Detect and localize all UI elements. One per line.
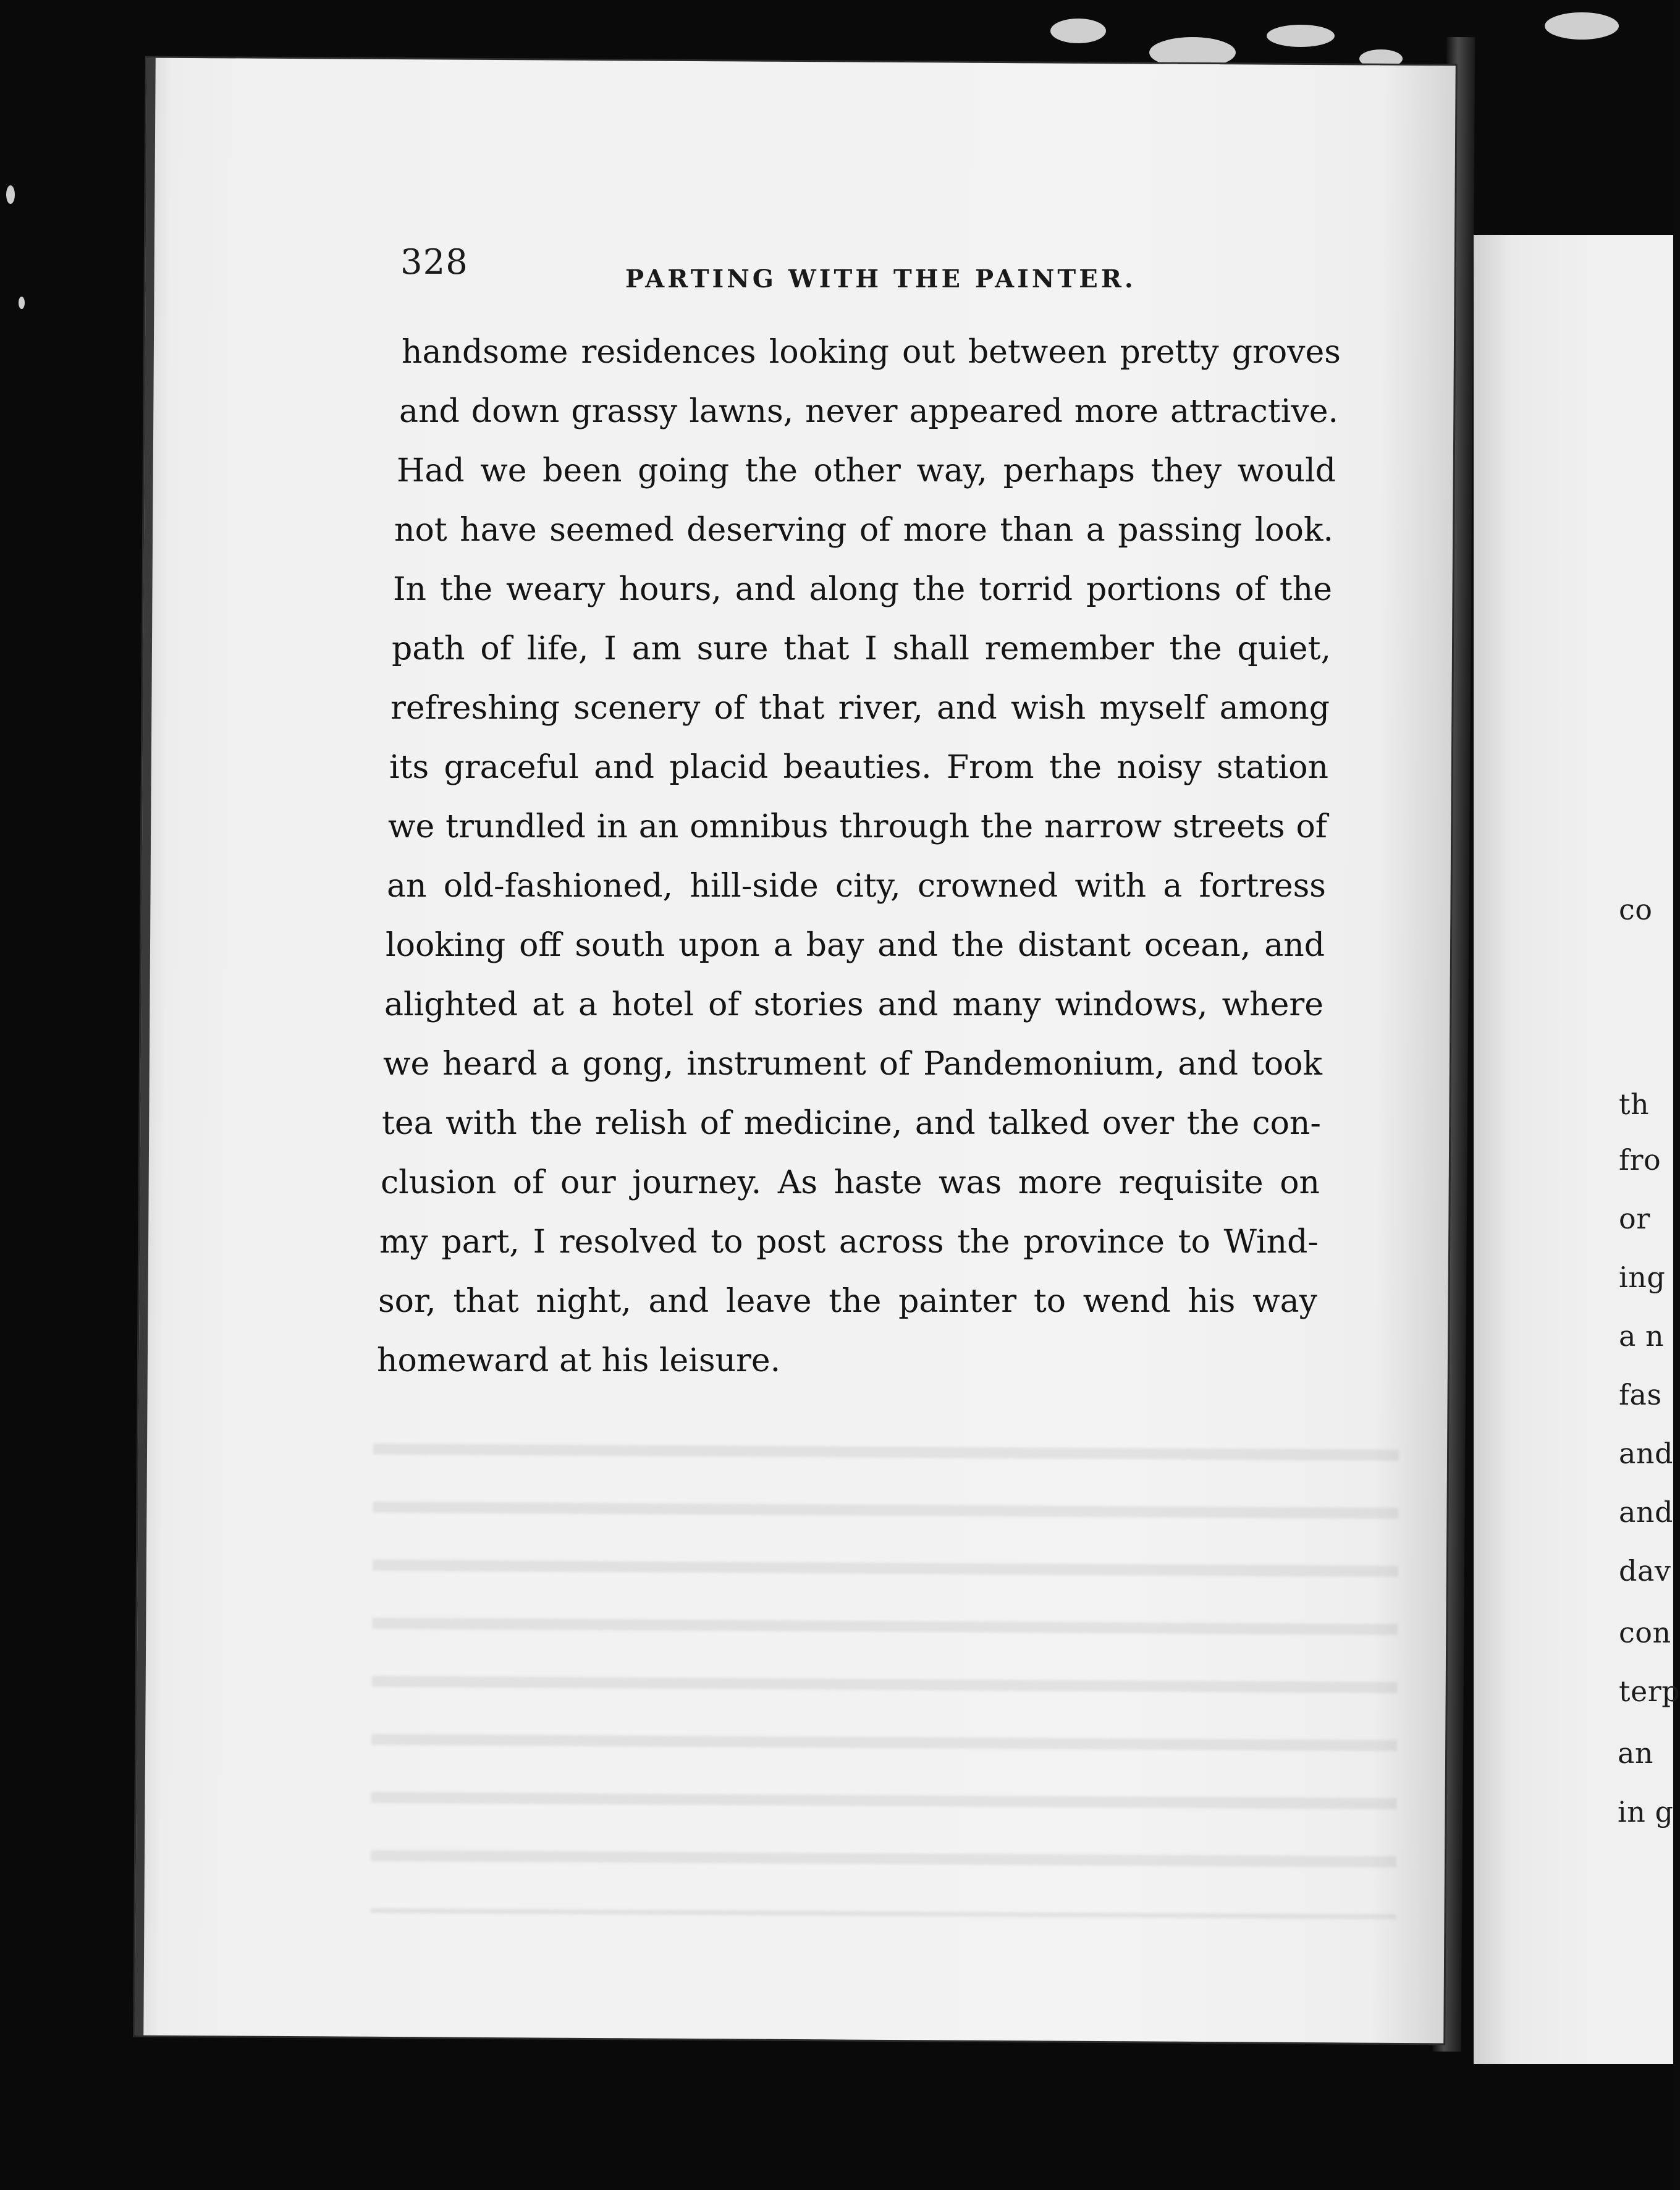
text-line: Had we been going the other way, perhaps they would (397, 452, 1336, 489)
text-line: an old-fashioned, hill-side city, crowned with a fortress (387, 868, 1326, 905)
facing-fragment: terp (1619, 1675, 1680, 1708)
text-line: not have seemed deserving of more than a passing look. (394, 512, 1333, 549)
text-line: we trundled in an omnibus through the narrow streets of (388, 808, 1327, 845)
text-line: and down grassy lawns, never appeared more attractive. (399, 393, 1338, 430)
scan-speckle (1545, 12, 1619, 40)
facing-fragment: th (1619, 1088, 1650, 1121)
facing-fragment: co (1619, 893, 1653, 926)
scan-speckle (1149, 37, 1236, 68)
facing-fragment: an (1618, 1736, 1654, 1770)
text-line: looking off south upon a bay and the distant ocean, and (386, 927, 1325, 964)
facing-fragment: fro (1619, 1143, 1661, 1177)
facing-fragment: ing (1619, 1261, 1666, 1294)
facing-fragment: a n (1619, 1319, 1665, 1353)
text-line: refreshing scenery of that river, and wish myself among (390, 690, 1330, 727)
scan-speckle (1050, 19, 1106, 43)
facing-fragment: or (1619, 1202, 1650, 1235)
text-line: we heard a gong, instrument of Pandemonium, and took (383, 1046, 1322, 1083)
text-line: its graceful and placid beauties. From the noisy station (389, 749, 1328, 786)
page-number: 328 (400, 242, 468, 282)
facing-fragment: fas (1619, 1378, 1662, 1411)
text-line: clusion of our journey. As haste was more requisite on (381, 1164, 1320, 1201)
scan-speckle (6, 185, 15, 204)
facing-fragment: con (1619, 1616, 1671, 1649)
facing-fragment: in g (1618, 1795, 1674, 1829)
text-line: tea with the relish of medicine, and talked over the con- (382, 1105, 1321, 1142)
running-head: PARTING WITH THE PAINTER. (625, 264, 1136, 294)
text-line: my part, I resolved to post across the province to Wind- (379, 1224, 1319, 1261)
scan-speckle (19, 297, 25, 309)
text-line: homeward at his leisure. (377, 1342, 781, 1379)
scan-speckle (1267, 25, 1335, 47)
text-line: path of life, I am sure that I shall remember the quiet, (392, 630, 1331, 667)
facing-fragment: and (1619, 1437, 1673, 1470)
text-line: In the weary hours, and along the torrid portions of the (393, 571, 1332, 608)
text-line: handsome residences looking out between pretty groves (402, 334, 1341, 371)
text-line: alighted at a hotel of stories and many windows, where (384, 986, 1323, 1023)
show-through-text (370, 1406, 1399, 1919)
facing-fragment: and (1619, 1495, 1673, 1529)
text-line: sor, that night, and leave the painter to wend his way (378, 1283, 1317, 1320)
facing-fragment: dav (1619, 1554, 1671, 1588)
